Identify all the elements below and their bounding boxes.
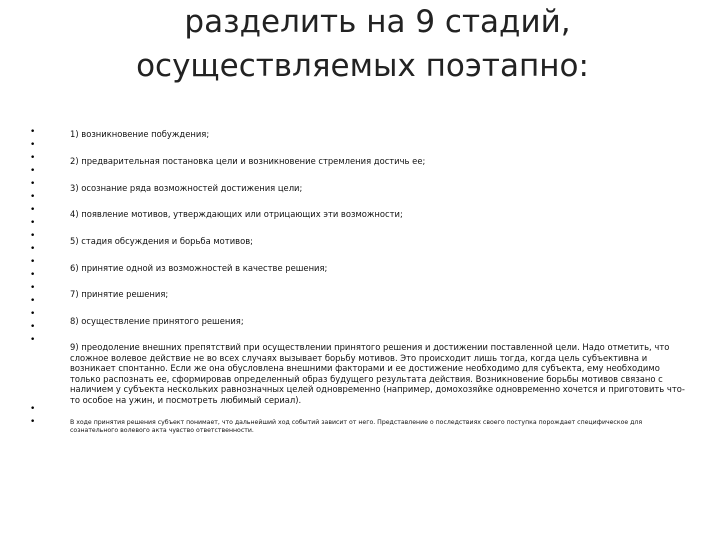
bullet-marker [30, 419, 36, 425]
bullet-marker [30, 298, 36, 304]
slide-title-line-1: разделить на 9 стадий, [184, 4, 571, 40]
bullet-marker [30, 406, 36, 412]
bullet-marker [30, 129, 36, 135]
bullet-marker [30, 285, 36, 291]
bullet-marker [30, 324, 36, 330]
bullet-marker [30, 168, 36, 174]
list-item: 2) предварительная постановка цели и возникновение стремления достичь ее; [70, 156, 426, 166]
bullet-marker [30, 155, 36, 161]
bullet-marker [30, 259, 36, 265]
bullet-marker [30, 337, 36, 343]
list-item: 9) преодоление внешних препятствий при осуществлении принятого решения и достижении поставленной цели. Надо отметить, что сложное волевое действие не во всех случаях вызывает борьбу мотивов. Это происходит лишь тогда, когда цель субъективна и возникает спонтанно. Если же она обусловлена внешними факторами и ее достижение необходимо для субъекта, ему необходимо только распознать ее, сформировав определенный образ будущего результата действия. Возникновение борьбы мотивов связано с наличием у субъекта нескольких равнозначных целей одновременно (например, домохозяйке одновременно хочется и приготовить что-то особое на ужин, и посмотреть любимый сериал). [70, 342, 685, 405]
bullet-marker [30, 272, 36, 278]
bullet-marker [30, 246, 36, 252]
list-item: 5) стадия обсуждения и борьба мотивов; [70, 236, 253, 246]
list-item: 3) осознание ряда возможностей достижения цели; [70, 183, 303, 193]
list-item: 1) возникновение побуждения; [70, 129, 210, 139]
bullet-marker [30, 207, 36, 213]
list-item: 7) принятие решения; [70, 289, 169, 299]
bullet-marker [30, 142, 36, 148]
list-item: 8) осуществление принятого решения; [70, 316, 244, 326]
bullet-marker [30, 220, 36, 226]
bullet-marker [30, 311, 36, 317]
slide-title-line-2: осуществляемых поэтапно: [136, 48, 589, 84]
list-item: 6) принятие одной из возможностей в качестве решения; [70, 263, 328, 273]
list-item: В ходе принятия решения субъект понимает, что дальнейший ход событий зависит от него. Представление о последствиях своего поступка порождает специфическое для сознательного волевого акта чувство ответственности. [70, 419, 643, 435]
bullet-marker [30, 194, 36, 200]
bullet-marker [30, 181, 36, 187]
bullet-marker [30, 233, 36, 239]
list-item: 4) появление мотивов, утверждающих или отрицающих эти возможности; [70, 209, 403, 219]
